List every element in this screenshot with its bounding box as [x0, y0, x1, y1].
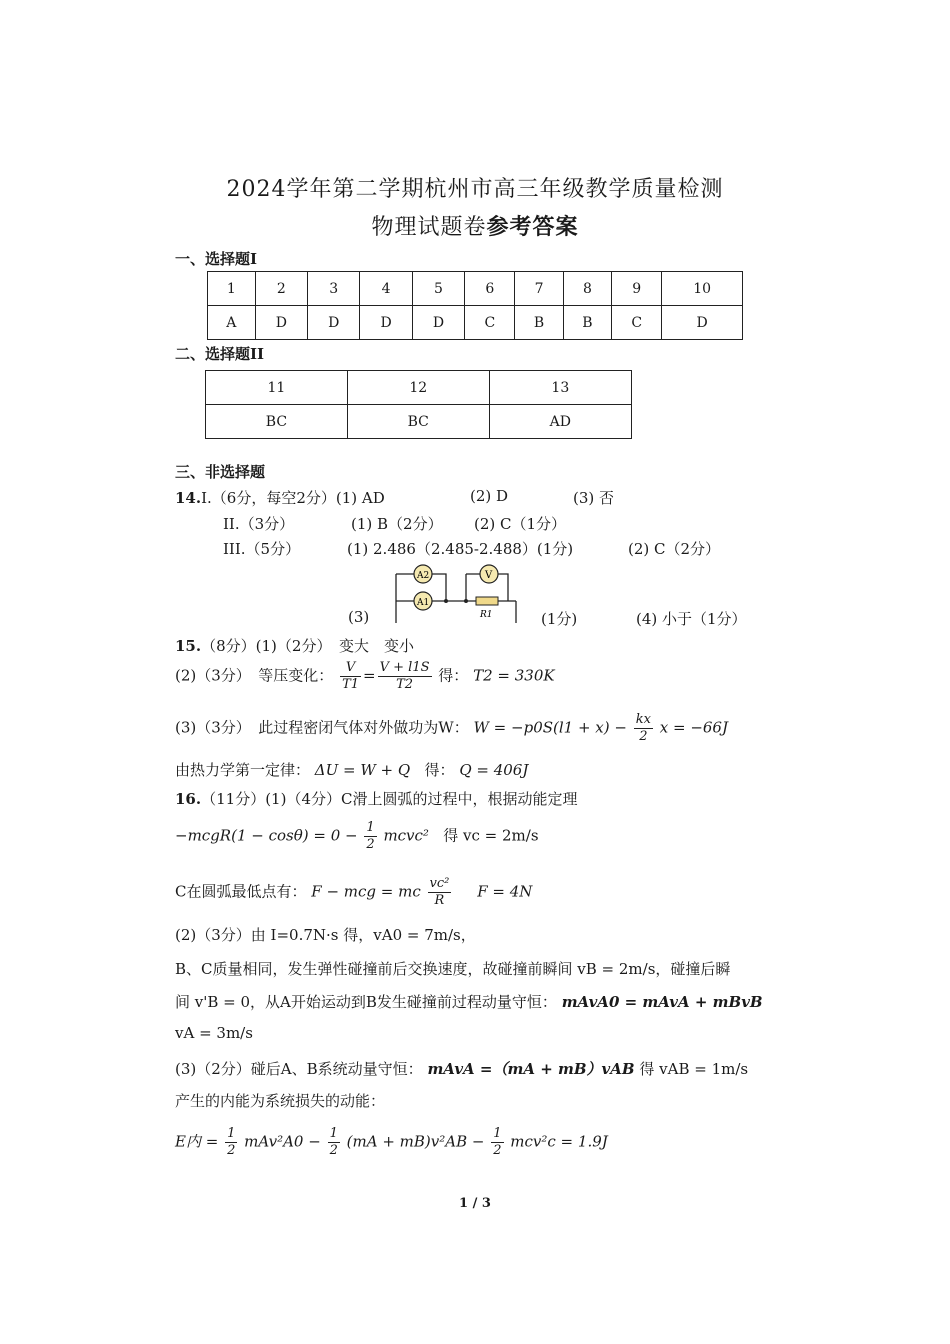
q-answer: D — [412, 306, 464, 340]
q16-energy-term: mcvc² — [383, 826, 429, 845]
q16-force-formula: F − mcg = mc — [311, 882, 421, 901]
q-answer: C — [612, 306, 662, 340]
frac-denominator: 2 — [639, 729, 648, 744]
q-number: 2 — [255, 272, 307, 306]
subtitle-part1: 物理试题卷 — [371, 215, 487, 240]
q15-part1: （8分）(1)（2分） 变大 变小 — [201, 637, 414, 655]
junction-dot — [444, 599, 448, 603]
frac-numerator: V + l1S — [379, 660, 430, 675]
q15-line1 — [175, 635, 414, 656]
choice1-table — [207, 271, 743, 340]
q16-momentum-formula: mAvA0 = mAvA + mBvB — [561, 993, 763, 1011]
choice2-number-row — [206, 371, 632, 405]
q14-line2-c: (2) C（1分） — [474, 515, 567, 533]
q15-line4 — [175, 759, 528, 780]
q16-line10 — [175, 1126, 608, 1159]
voltmeter-label: V — [485, 570, 493, 581]
q16-ke-term1: mAv²A0 − — [244, 1132, 321, 1151]
q16-line1 — [175, 788, 577, 809]
q16-part3-result: 得 vAB = 1m/s — [639, 1060, 749, 1078]
q-number: 11 — [206, 371, 348, 405]
choice1-number-row — [208, 272, 743, 306]
frac-denominator: T2 — [396, 677, 414, 692]
q14-line3-label: III.（5分） — [223, 540, 301, 558]
circuit-diagram — [384, 559, 526, 625]
q15-law-label: 由热力学第一定律： — [175, 761, 311, 779]
fraction-half — [364, 820, 376, 853]
q15-law-formula: ΔU = W + Q — [314, 761, 411, 779]
document-subtitle — [0, 210, 950, 241]
junction-dot — [464, 599, 468, 603]
q-answer: D — [662, 306, 743, 340]
section1-heading: 一、选择题I — [175, 250, 258, 268]
q16-line5: B、C质量相同，发生弹性碰撞前后交换速度，故碰撞前瞬间 vB = 2m/s，碰撞后瞬 — [175, 960, 731, 978]
q-answer: B — [515, 306, 563, 340]
q16-line7: vA = 3m/s — [175, 1024, 253, 1042]
q-number: 12 — [347, 371, 489, 405]
equals-sign: = — [363, 666, 376, 685]
q16-line2 — [175, 820, 539, 853]
ammeter-a2-label: A2 — [417, 571, 430, 581]
q15-part3-label: (3)（3分） 此过程密闭气体对外做功为W： — [175, 718, 469, 737]
q-number: 5 — [412, 272, 464, 306]
fraction-half — [225, 1126, 237, 1159]
fraction-v-t1 — [340, 660, 361, 693]
page-number: 1 / 3 — [459, 1196, 491, 1211]
q16-part3-formula: mAvA =（mA + mB）vAB — [427, 1060, 635, 1078]
frac-numerator: vc² — [429, 876, 450, 891]
q16-line8 — [175, 1058, 748, 1079]
q-number: 8 — [563, 272, 611, 306]
q15-part3-formula: W = −p0S(l1 + x) − — [473, 718, 627, 737]
q16-line4: (2)（3分）由 I=0.7N·s 得，vA0 = 7m/s， — [175, 926, 476, 944]
q-answer: AD — [489, 405, 631, 439]
frac-numerator: 1 — [493, 1126, 502, 1141]
q16-line6 — [175, 991, 763, 1012]
q-number: 4 — [360, 272, 412, 306]
fraction-half — [328, 1126, 340, 1159]
q16-energy-formula: −mcgR(1 − cosθ) = 0 − — [175, 826, 358, 845]
q14-line4-b: (1分) — [541, 610, 578, 628]
q15-part2-label: (2)（3分） 等压变化： — [175, 666, 334, 685]
frac-numerator: 1 — [329, 1126, 338, 1141]
q14-line4-c: (4) 小于（1分） — [636, 610, 747, 628]
q14-line3-c: (2) C（2分） — [628, 540, 721, 558]
q15-line3 — [175, 712, 728, 745]
choice1-answer-row — [208, 306, 743, 340]
q14-part1: I.（6分，每空2分）(1) AD — [201, 489, 385, 507]
frac-denominator: T1 — [342, 677, 360, 692]
q-number: 1 — [208, 272, 256, 306]
document-title: 2024学年第二学期杭州市高三年级教学质量检测 — [226, 177, 724, 202]
fraction-vc2-r — [428, 876, 452, 909]
frac-numerator: kx — [635, 712, 651, 727]
resistor-label: R1 — [480, 610, 493, 620]
q14-line1 — [175, 487, 385, 508]
q16-internal-energy-label: E内 = — [175, 1132, 219, 1151]
q15-law-get: 得： — [424, 761, 455, 779]
q-number: 7 — [515, 272, 563, 306]
q15-part2-get: 得： — [438, 666, 469, 685]
fraction-kx-2 — [634, 712, 653, 745]
q16-number: 16. — [175, 790, 202, 808]
q16-line3 — [175, 876, 532, 909]
q16-ke-term2: (mA + mB)v²AB − — [346, 1132, 485, 1151]
fraction-half — [491, 1126, 503, 1159]
q16-force-label: C在圆弧最低点有： — [175, 882, 307, 901]
q15-part3-result: x = −66J — [659, 718, 728, 737]
frac-denominator: 2 — [227, 1143, 236, 1158]
q-answer: C — [465, 306, 515, 340]
q-answer: D — [360, 306, 412, 340]
q-answer: D — [255, 306, 307, 340]
q-answer: D — [308, 306, 360, 340]
q16-part1: （11分）(1)（4分）C滑上圆弧的过程中，根据动能定理 — [201, 790, 578, 808]
q-answer: A — [208, 306, 256, 340]
section2-heading: 二、选择题II — [175, 345, 265, 363]
frac-numerator: 1 — [227, 1126, 236, 1141]
q-number: 3 — [308, 272, 360, 306]
fraction-vls-t2 — [378, 660, 432, 693]
frac-denominator: 2 — [329, 1143, 338, 1158]
q-answer: BC — [347, 405, 489, 439]
resistor-icon — [476, 597, 498, 605]
q16-force-result: F = 4N — [477, 882, 533, 901]
q14-line2-b: (1) B（2分） — [351, 515, 443, 533]
frac-numerator: 1 — [366, 820, 375, 835]
q-number: 9 — [612, 272, 662, 306]
frac-denominator: R — [434, 893, 445, 908]
q15-part2-result: T2 = 330K — [473, 666, 555, 685]
q14-line2-label: II.（3分） — [223, 515, 295, 533]
choice2-table — [205, 370, 632, 439]
q14-line4-a: (3) — [348, 608, 370, 626]
q-answer: B — [563, 306, 611, 340]
ammeter-a1-label: A1 — [417, 598, 430, 608]
section3-heading: 三、非选择题 — [175, 463, 266, 481]
q16-energy-result: 得 vc = 2m/s — [443, 826, 539, 845]
q14-part1-b: (2) D — [470, 487, 509, 505]
q-number: 13 — [489, 371, 631, 405]
q16-ke-result: mcv²c = 1.9J — [510, 1132, 608, 1151]
q15-line2 — [175, 660, 555, 693]
q16-line9: 产生的内能为系统损失的动能： — [175, 1092, 386, 1110]
q16-momentum-label: 间 v'B = 0，从A开始运动到B发生碰撞前过程动量守恒： — [175, 993, 557, 1011]
q15-law-result: Q = 406J — [459, 761, 529, 779]
q15-number: 15. — [175, 637, 202, 655]
frac-denominator: 2 — [366, 837, 375, 852]
frac-denominator: 2 — [493, 1143, 502, 1158]
q14-number: 14. — [175, 489, 202, 507]
subtitle-part2: 参考答案 — [486, 214, 579, 240]
q14-part1-c: (3) 否 — [573, 489, 615, 507]
choice2-answer-row — [206, 405, 632, 439]
q-number: 6 — [465, 272, 515, 306]
frac-numerator: V — [340, 660, 361, 677]
q-number: 10 — [662, 272, 743, 306]
q-answer: BC — [206, 405, 348, 439]
q14-line3-b: (1) 2.486（2.485-2.488）(1分) — [347, 540, 574, 558]
q16-part3-label: (3)（2分）碰后A、B系统动量守恒： — [175, 1060, 423, 1078]
